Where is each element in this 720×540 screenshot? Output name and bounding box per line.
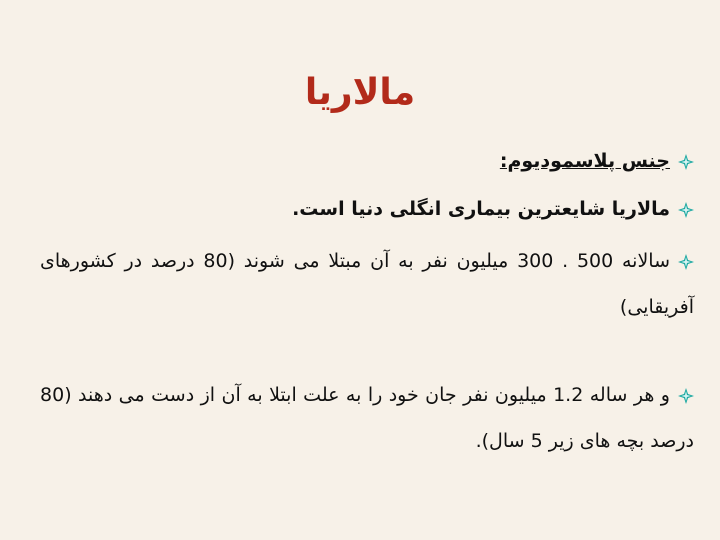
bullet-text-4: و هر ساله 1.2 میلیون نفر جان خود را به علت ابتلا به آن از دست می دهند (80 درصد بچه های زیر 5 سال). — [40, 384, 694, 452]
diamond-bullet-icon — [678, 388, 694, 404]
diamond-bullet-icon — [678, 254, 694, 270]
bullet-text-2: مالاریا شایعترین بیماری انگلی دنیا است. — [292, 198, 670, 220]
bullet-item-1 — [500, 150, 694, 172]
bullet-text-3: سالانه 500 . 300 میلیون نفر به آن مبتلا می شوند (80 درصد در کشورهای آفریقایی) — [40, 250, 694, 318]
bullet-text-1: جنس پلاسمودیوم: — [499, 150, 670, 172]
slide-title: مالاریا — [304, 72, 416, 113]
diamond-bullet-icon — [678, 154, 694, 170]
bullet-item-4 — [40, 372, 694, 464]
bullet-item-3 — [40, 238, 694, 330]
bullet-item-2 — [292, 198, 694, 220]
diamond-bullet-icon — [678, 202, 694, 218]
